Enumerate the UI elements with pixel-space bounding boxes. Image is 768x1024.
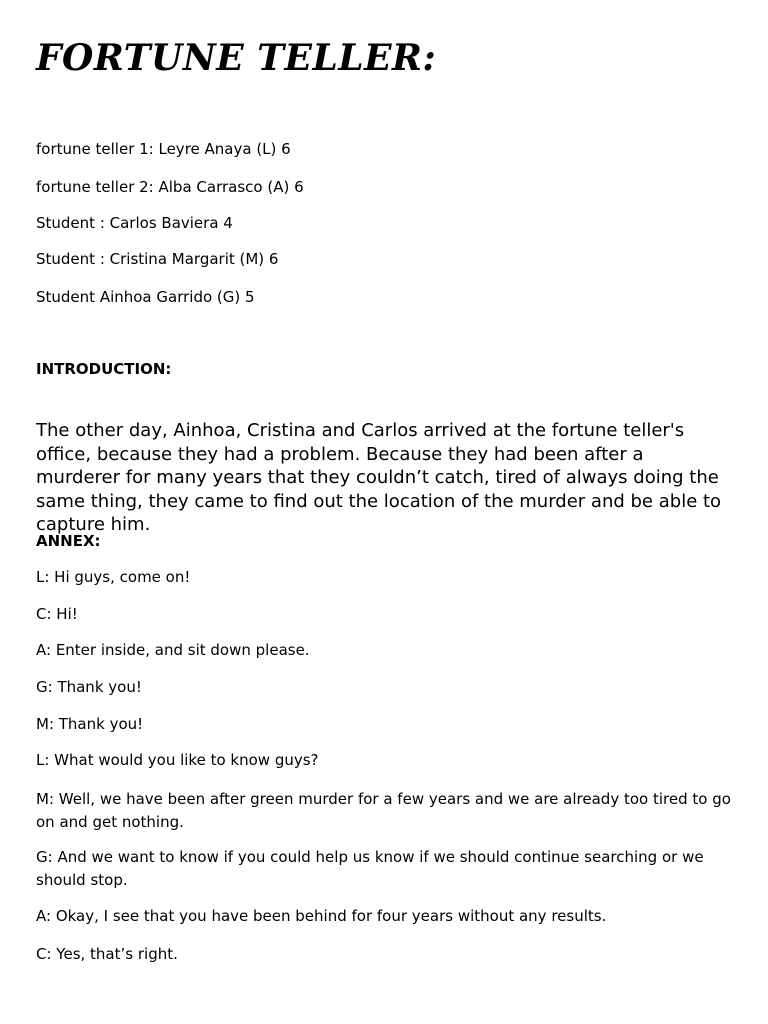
introduction-heading: INTRODUCTION: — [36, 360, 172, 378]
cast-item-student-ainhoa: Student Ainhoa Garrido (G) 5 — [36, 288, 255, 306]
dialogue-line: G: And we want to know if you could help us know if we should continue searching or we should stop. — [36, 848, 704, 889]
annex-heading: ANNEX: — [36, 532, 101, 550]
dialogue-line: A: Enter inside, and sit down please. — [36, 641, 310, 659]
cast-item-fortune-teller-2: fortune teller 2: Alba Carrasco (A) 6 — [36, 178, 304, 196]
cast-item-fortune-teller-1: fortune teller 1: Leyre Anaya (L) 6 — [36, 140, 291, 158]
dialogue-line: M: Well, we have been after green murder for a few years and we are already too tired to go on and get nothing. — [36, 790, 731, 831]
document-title: FORTUNE TELLER: — [36, 37, 437, 79]
cast-item-student-cristina: Student : Cristina Margarit (M) 6 — [36, 250, 279, 268]
dialogue-line: M: Thank you! — [36, 715, 144, 733]
dialogue-line: C: Yes, that’s right. — [36, 945, 178, 963]
dialogue-line: C: Hi! — [36, 605, 78, 623]
introduction-text: The other day, Ainhoa, Cristina and Carlos arrived at the fortune teller's office, because they had a problem. Because they had been after a murderer for many years that they couldn’t catch, tired of always doing the same thing, they came to find out the location of the murder and be able to capture him. — [36, 420, 722, 535]
dialogue-line: L: What would you like to know guys? — [36, 751, 319, 769]
dialogue-line: L: Hi guys, come on! — [36, 568, 191, 586]
dialogue-line: A: Okay, I see that you have been behind for four years without any results. — [36, 907, 607, 925]
dialogue-line: G: Thank you! — [36, 678, 142, 696]
cast-item-student-carlos: Student : Carlos Baviera 4 — [36, 214, 233, 232]
